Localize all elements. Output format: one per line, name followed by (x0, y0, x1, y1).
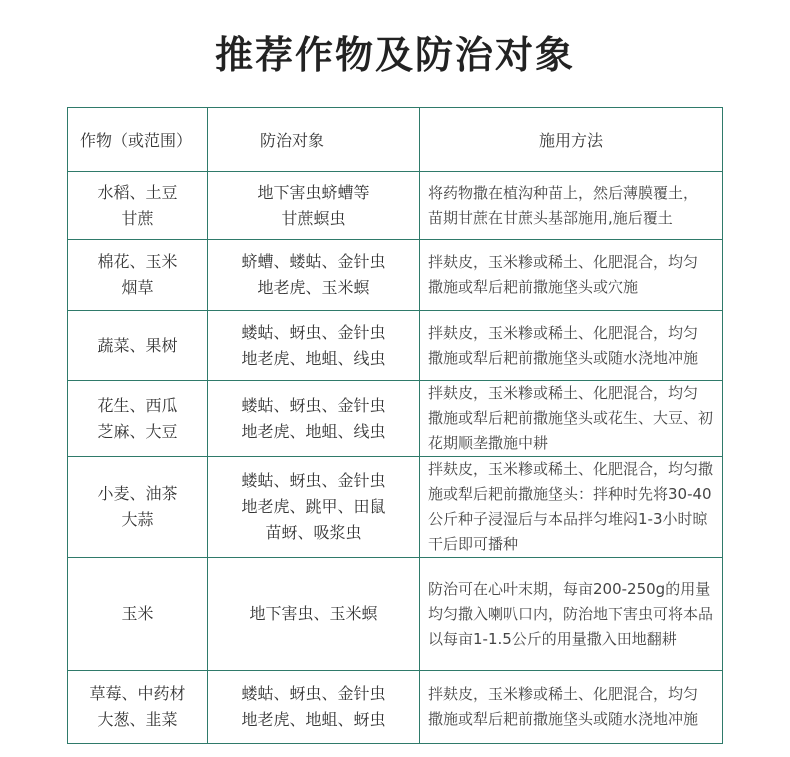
method-cell (420, 172, 723, 240)
table-header-row (68, 108, 723, 172)
target-cell-line: 蝼蛄、蚜虫、金针虫 (241, 684, 386, 703)
target-cell-line: 蛴螬、蝼蛄、金针虫 (241, 252, 386, 271)
target-cell-line: 地老虎、跳甲、田鼠 (241, 497, 386, 516)
crop-cell-line: 花生、西瓜 (97, 395, 178, 415)
target-cell-line: 地老虎、地蛆、蚜虫 (241, 710, 386, 729)
target-cell (208, 671, 420, 744)
method-cell-line: 撒施或犁后耙前撒施垡头或随水浇地冲施 (428, 710, 699, 728)
target-cell-line: 地老虎、地蛆、线虫 (241, 421, 386, 441)
target-cell-line: 地下害虫蛴螬等 (257, 182, 370, 202)
target-cell-line: 蝼蛄、蚜虫、金针虫 (241, 322, 386, 342)
method-cell-line: 施或犁后耙前撒施垡头：拌种时先将30-40 (428, 485, 712, 503)
crop-cell-line: 蔬菜、果树 (97, 335, 178, 355)
target-cell (208, 172, 420, 240)
crop-cell-line: 大蒜 (121, 510, 154, 529)
crop-cell (68, 457, 208, 558)
target-cell (208, 558, 420, 671)
target-cell-line: 蝼蛄、蚜虫、金针虫 (241, 395, 386, 415)
crop-cell-line: 棉花、玉米 (97, 252, 178, 271)
recommendation-table (67, 107, 723, 744)
method-cell-line: 将药物撒在植沟种苗上，然后薄膜覆土， (428, 183, 699, 202)
crop-cell (68, 172, 208, 240)
method-cell-line: 拌麸皮，玉米糁或稀土、化肥混合，均匀 (428, 323, 699, 342)
table-row (68, 671, 723, 744)
page-title: 推荐作物及防治对象 (214, 33, 575, 77)
crop-cell (68, 671, 208, 744)
method-cell-line: 花期顺垄撒施中耕 (428, 434, 549, 452)
method-cell (420, 558, 723, 671)
crop-cell-line: 水稻、土豆 (97, 182, 178, 202)
crop-cell-line: 草莓、中药材 (89, 684, 186, 703)
crop-cell-line: 烟草 (121, 278, 154, 297)
method-cell-line: 撒施或犁后耙前撒施垡头或穴施 (428, 278, 639, 296)
crop-cell-line: 小麦、油茶 (97, 484, 178, 503)
target-cell (208, 457, 420, 558)
target-cell-line: 蝼蛄、蚜虫、金针虫 (241, 471, 386, 490)
method-cell-line: 苗期甘蔗在甘蔗头基部施用,施后覆土 (428, 208, 673, 227)
crop-cell (68, 311, 208, 381)
table-row (68, 311, 723, 381)
crop-cell (68, 558, 208, 671)
method-cell (420, 457, 723, 558)
target-cell (208, 240, 420, 311)
method-cell (420, 381, 723, 457)
target-cell-line: 甘蔗螟虫 (281, 208, 346, 228)
method-cell-line: 防治可在心叶末期，每亩200-250g的用量 (428, 579, 711, 598)
method-cell (420, 671, 723, 744)
table-row (68, 558, 723, 671)
target-cell-line: 地下害虫、玉米螟 (249, 604, 378, 623)
method-cell-line: 均匀撒入喇叭口内，防治地下害虫可将本品 (428, 604, 714, 623)
method-cell-line: 公斤种子浸湿后与本品拌匀堆闷1-3小时晾 (428, 510, 708, 528)
header-target: 防治对象 (208, 108, 420, 172)
method-cell (420, 240, 723, 311)
method-cell (420, 311, 723, 381)
table-row (68, 240, 723, 311)
target-cell-line: 地老虎、地蛆、线虫 (241, 348, 386, 368)
method-cell-line: 拌麸皮，玉米糁或稀土、化肥混合，均匀撒 (428, 460, 714, 478)
header-method: 施用方法 (420, 108, 723, 172)
crop-cell-line: 甘蔗 (121, 208, 154, 228)
table-row (68, 457, 723, 558)
table-row (68, 381, 723, 457)
crop-cell (68, 240, 208, 311)
crop-cell (68, 381, 208, 457)
method-cell-line: 拌麸皮，玉米糁或稀土、化肥混合，均匀 (428, 384, 699, 402)
table-row (68, 172, 723, 240)
crop-cell-line: 大葱、韭菜 (97, 710, 178, 729)
target-cell-line: 地老虎、玉米螟 (257, 278, 370, 297)
crop-cell-line: 芝麻、大豆 (97, 421, 178, 441)
target-cell (208, 311, 420, 381)
target-cell (208, 381, 420, 457)
method-cell-line: 撒施或犁后耙前撒施垡头或花生、大豆、初 (428, 409, 714, 427)
header-crop: 作物（或范围） (68, 108, 208, 172)
method-cell-line: 干后即可播种 (428, 535, 519, 553)
table-body (68, 172, 723, 744)
method-cell-line: 以每亩1-1.5公斤的用量撒入田地翻耕 (428, 629, 677, 648)
method-cell-line: 拌麸皮，玉米糁或稀土、化肥混合，均匀 (428, 685, 699, 703)
target-cell-line: 苗蚜、吸浆虫 (265, 523, 362, 542)
crop-cell-line: 玉米 (121, 604, 154, 623)
method-cell-line: 撒施或犁后耙前撒施垡头或随水浇地冲施 (428, 348, 699, 367)
method-cell-line: 拌麸皮，玉米糁或稀土、化肥混合，均匀 (428, 253, 699, 271)
